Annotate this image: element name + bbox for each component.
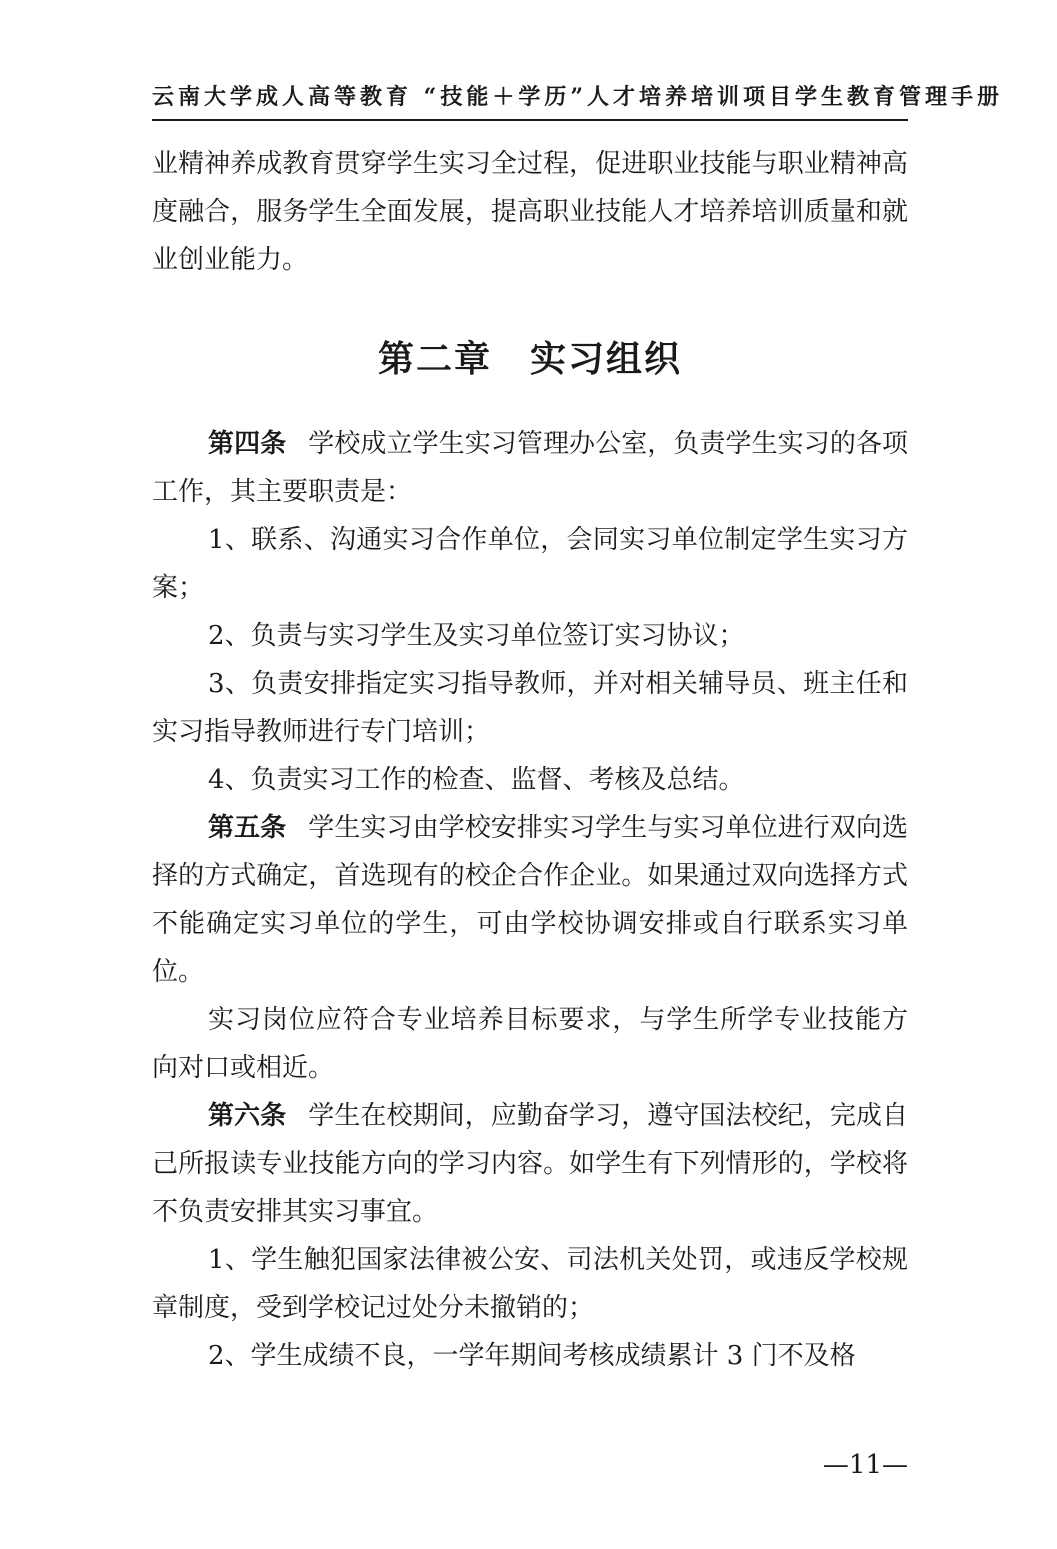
article-6-number: 第六条 xyxy=(208,1101,287,1131)
article-5-number: 第五条 xyxy=(208,813,287,843)
intro-paragraph: 业精神养成教育贯穿学生实习全过程，促进职业技能与职业精神高度融合，服务学生全面发展，提高职业技能人才培养培训质量和就业创业能力。 xyxy=(152,149,908,275)
article-4-item-1: 1、联系、沟通实习合作单位，会同实习单位制定学生实习方案； xyxy=(152,525,908,603)
article-6-item-1: 1、学生触犯国家法律被公安、司法机关处罚，或违反学校规章制度，受到学校记过处分未撤销的； xyxy=(152,1245,908,1323)
article-4-item-4: 4、负责实习工作的检查、监督、考核及总结。 xyxy=(208,765,745,795)
article-6-item-2: 2、学生成绩不良，一学年期间考核成绩累计 3 门不及格 xyxy=(208,1341,856,1371)
article-4-number: 第四条 xyxy=(208,429,287,459)
article-4-text: 学校成立学生实习管理办公室，负责学生实习的各项工作，其主要职责是： xyxy=(152,429,908,507)
page-number: —11— xyxy=(822,1450,908,1480)
article-6-text: 学生在校期间，应勤奋学习，遵守国法校纪，完成自己所报读专业技能方向的学习内容。如学生有下列情形的，学校将不负责安排其实习事宜。 xyxy=(152,1101,908,1227)
body-text xyxy=(152,140,908,1380)
article-4 xyxy=(152,420,908,516)
chapter-title: 第二章 实习组织 xyxy=(377,339,682,380)
article-5 xyxy=(152,804,908,996)
article-5-text: 学生实习由学校安排实习学生与实习单位进行双向选择的方式确定，首选现有的校企合作企业。如果通过双向选择方式不能确定实习单位的学生，可由学校协调安排或自行联系实习单位。 xyxy=(152,813,908,987)
article-5-extra: 实习岗位应符合专业培养目标要求，与学生所学专业技能方向对口或相近。 xyxy=(152,1005,908,1083)
article-4-item-3: 3、负责安排指定实习指导教师，并对相关辅导员、班主任和实习指导教师进行专门培训； xyxy=(152,669,908,747)
header-rule xyxy=(152,119,908,121)
running-header: 云南大学成人高等教育 “技能＋学历”人才培养培训项目学生教育管理手册 xyxy=(152,84,1003,110)
article-4-item-2: 2、负责与实习学生及实习单位签订实习协议； xyxy=(208,621,745,651)
article-6 xyxy=(152,1092,908,1236)
